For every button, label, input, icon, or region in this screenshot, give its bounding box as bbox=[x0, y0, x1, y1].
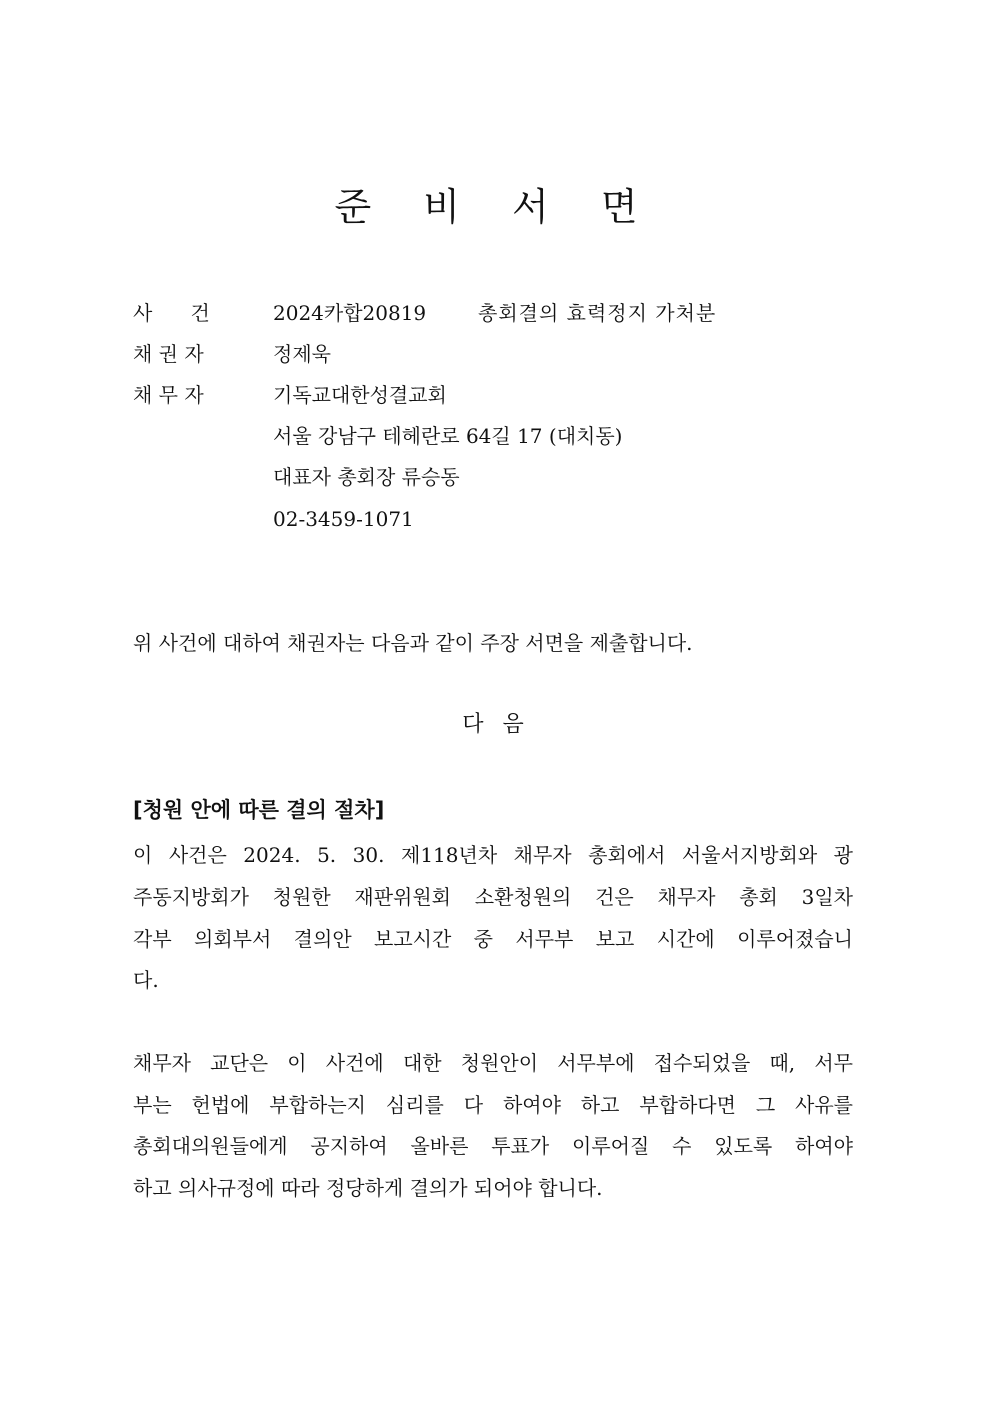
paragraph2-line: 부는 헌법에 부합하는지 심리를 다 하여야 하고 부합하다면 그 사유를 bbox=[133, 1093, 853, 1117]
section-heading: 다 음 bbox=[462, 712, 530, 737]
creditor-label: 채 권 자 bbox=[133, 342, 204, 366]
case-number: 2024카합20819 bbox=[273, 301, 427, 325]
paragraph2-line: 총회대의원들에게 공지하여 올바른 투표가 이루어질 수 있도록 하여야 bbox=[133, 1134, 853, 1158]
debtor-representative: 대표자 총회장 류승동 bbox=[273, 465, 460, 489]
paragraph1-line: 이 사건은 2024. 5. 30. 제118년차 채무자 총회에서 서울서지방회와 광 bbox=[133, 843, 853, 867]
paragraph2-line: 하고 의사규정에 따라 정당하게 결의가 되어야 합니다. bbox=[133, 1176, 603, 1200]
debtor-label: 채 무 자 bbox=[133, 383, 204, 407]
debtor-name: 기독교대한성결교회 bbox=[273, 383, 447, 407]
case-name: 총회결의 효력정지 가처분 bbox=[478, 301, 717, 325]
paragraph2-line: 채무자 교단은 이 사건에 대한 청원안이 서무부에 접수되었을 때, 서무 bbox=[133, 1051, 853, 1075]
paragraph1-line: 다. bbox=[133, 968, 159, 992]
paragraph1-line: 각부 의회부서 결의안 보고시간 중 서무부 보고 시간에 이루어졌습니 bbox=[133, 927, 853, 951]
intro-sentence: 위 사건에 대하여 채권자는 다음과 같이 주장 서면을 제출합니다. bbox=[133, 631, 693, 655]
case-label: 사 건 bbox=[133, 301, 210, 325]
debtor-phone: 02-3459-1071 bbox=[273, 507, 414, 531]
document-title: 준 비 서 면 bbox=[334, 185, 658, 229]
debtor-address: 서울 강남구 테헤란로 64길 17 (대치동) bbox=[273, 424, 623, 448]
paragraph1-line: 주동지방회가 청원한 재판위원회 소환청원의 건은 채무자 총회 3일차 bbox=[133, 885, 853, 909]
creditor-name: 정제욱 bbox=[273, 342, 331, 366]
section-title: [청원 안에 따른 결의 절차] bbox=[133, 798, 385, 822]
